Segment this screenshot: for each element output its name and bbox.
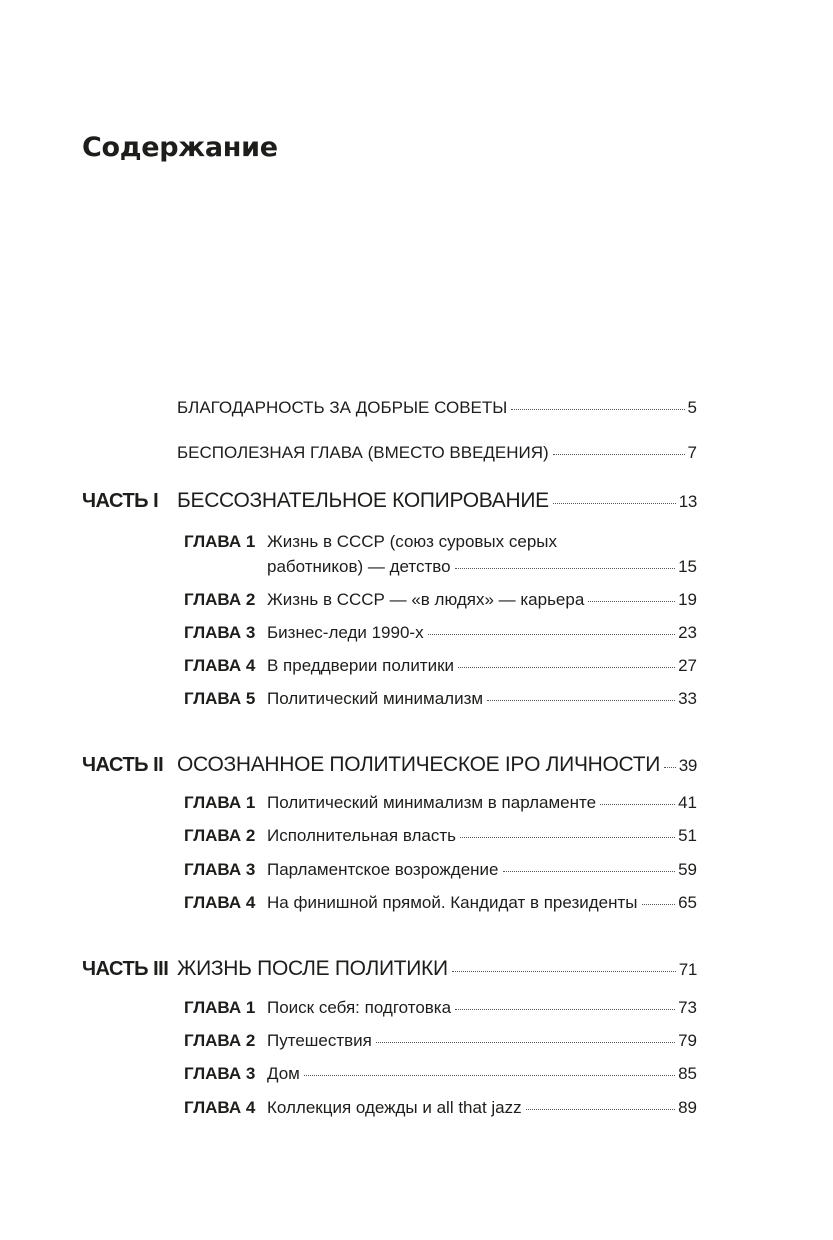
toc-page-number: 7 bbox=[687, 443, 697, 462]
part-title: ОСОЗНАННОЕ ПОЛИТИЧЕСКОЕ IPO ЛИЧНОСТИ bbox=[177, 753, 661, 776]
chapter-label: ГЛАВА 3 bbox=[184, 623, 256, 642]
toc-page-number: 85 bbox=[678, 1064, 697, 1083]
chapter-label: ГЛАВА 1 bbox=[184, 793, 256, 812]
toc-page-number: 89 bbox=[678, 1098, 697, 1117]
dot-leader bbox=[452, 971, 676, 972]
dot-leader bbox=[455, 568, 675, 569]
chapter-title: Коллекция одежды и all that jazz bbox=[267, 1098, 522, 1117]
chapter-label: ГЛАВА 5 bbox=[184, 689, 256, 708]
toc-chapter-1-2[interactable] bbox=[267, 590, 697, 610]
toc-page-number: 23 bbox=[678, 623, 697, 642]
chapter-title: Политический минимализм bbox=[267, 689, 484, 708]
toc-page-number: 73 bbox=[678, 998, 697, 1017]
chapter-label: ГЛАВА 2 bbox=[184, 1031, 256, 1050]
dot-leader bbox=[526, 1109, 675, 1110]
toc-part-2[interactable] bbox=[177, 753, 697, 777]
chapter-title: Политический минимализм в парламенте bbox=[267, 793, 597, 812]
toc-chapter-1-1[interactable] bbox=[267, 557, 697, 577]
chapter-label: ГЛАВА 3 bbox=[184, 860, 256, 879]
toc-page-number: 5 bbox=[687, 398, 697, 417]
toc-chapter-2-3[interactable] bbox=[267, 860, 697, 880]
dot-leader bbox=[642, 904, 676, 905]
toc-chapter-1-5[interactable] bbox=[267, 689, 697, 709]
toc-entry-text: БЛАГОДАРНОСТЬ ЗА ДОБРЫЕ СОВЕТЫ bbox=[177, 398, 508, 417]
chapter-title-line1[interactable]: Жизнь в СССР (союз суровых серых bbox=[267, 532, 557, 551]
toc-entry-text: БЕСПОЛЕЗНАЯ ГЛАВА (ВМЕСТО ВВЕДЕНИЯ) bbox=[177, 443, 549, 462]
dot-leader bbox=[460, 837, 675, 838]
toc-page-number: 51 bbox=[678, 826, 697, 845]
toc-part-3[interactable] bbox=[177, 957, 697, 981]
toc-page-number: 39 bbox=[678, 756, 697, 775]
toc-chapter-2-1[interactable] bbox=[267, 793, 697, 813]
chapter-title: Исполнительная власть bbox=[267, 826, 457, 845]
toc-chapter-1-4[interactable] bbox=[267, 656, 697, 676]
dot-leader bbox=[588, 601, 675, 602]
dot-leader bbox=[455, 1009, 675, 1010]
chapter-label: ГЛАВА 2 bbox=[184, 590, 256, 609]
dot-leader bbox=[304, 1075, 675, 1076]
chapter-title: Парламентское возрождение bbox=[267, 860, 499, 879]
page-title: Содержание bbox=[82, 132, 278, 163]
toc-chapter-3-3[interactable] bbox=[267, 1064, 697, 1084]
chapter-title: работников) — детство bbox=[267, 557, 451, 576]
toc-page-number: 79 bbox=[678, 1031, 697, 1050]
toc-chapter-3-4[interactable] bbox=[267, 1098, 697, 1118]
chapter-title: Дом bbox=[267, 1064, 300, 1083]
dot-leader bbox=[458, 667, 675, 668]
chapter-label: ГЛАВА 4 bbox=[184, 893, 256, 912]
dot-leader bbox=[600, 804, 675, 805]
chapter-label: ГЛАВА 4 bbox=[184, 1098, 256, 1117]
dot-leader bbox=[553, 503, 676, 504]
part-label: ЧАСТЬ II bbox=[82, 754, 164, 776]
chapter-label: ГЛАВА 1 bbox=[184, 532, 256, 551]
toc-chapter-1-3[interactable] bbox=[267, 623, 697, 643]
dot-leader bbox=[428, 634, 676, 635]
toc-chapter-2-4[interactable] bbox=[267, 893, 697, 913]
toc-chapter-3-1[interactable] bbox=[267, 998, 697, 1018]
part-label: ЧАСТЬ III bbox=[82, 958, 169, 980]
part-title: ЖИЗНЬ ПОСЛЕ ПОЛИТИКИ bbox=[177, 957, 448, 980]
toc-page-number: 71 bbox=[678, 960, 697, 979]
toc-page-number: 41 bbox=[678, 793, 697, 812]
chapter-title: В преддверии политики bbox=[267, 656, 455, 675]
toc-page-number: 15 bbox=[678, 557, 697, 576]
toc-entry-introduction[interactable] bbox=[177, 443, 697, 463]
toc-chapter-2-2[interactable] bbox=[267, 826, 697, 846]
toc-part-1[interactable] bbox=[177, 489, 697, 513]
chapter-label: ГЛАВА 3 bbox=[184, 1064, 256, 1083]
dot-leader bbox=[376, 1042, 675, 1043]
chapter-title: Поиск себя: подготовка bbox=[267, 998, 452, 1017]
chapter-label: ГЛАВА 1 bbox=[184, 998, 256, 1017]
part-title: БЕССОЗНАТЕЛЬНОЕ КОПИРОВАНИЕ bbox=[177, 489, 549, 512]
dot-leader bbox=[553, 454, 685, 455]
toc-page-number: 19 bbox=[678, 590, 697, 609]
chapter-title: Путешествия bbox=[267, 1031, 372, 1050]
toc-page-number: 59 bbox=[678, 860, 697, 879]
toc-entry-acknowledgements[interactable] bbox=[177, 398, 697, 418]
dot-leader bbox=[503, 871, 676, 872]
toc-page-number: 33 bbox=[678, 689, 697, 708]
part-label: ЧАСТЬ I bbox=[82, 490, 159, 512]
toc-page-number: 13 bbox=[678, 492, 697, 511]
chapter-title: На финишной прямой. Кандидат в президенты bbox=[267, 893, 638, 912]
toc-page-number: 27 bbox=[678, 656, 697, 675]
dot-leader bbox=[487, 700, 675, 701]
chapter-label: ГЛАВА 4 bbox=[184, 656, 256, 675]
dot-leader bbox=[664, 767, 676, 768]
chapter-title: Бизнес-леди 1990-х bbox=[267, 623, 424, 642]
chapter-title: Жизнь в СССР — «в людях» — карьера bbox=[267, 590, 585, 609]
toc-chapter-3-2[interactable] bbox=[267, 1031, 697, 1051]
dot-leader bbox=[511, 409, 684, 410]
chapter-label: ГЛАВА 2 bbox=[184, 826, 256, 845]
toc-page-number: 65 bbox=[678, 893, 697, 912]
